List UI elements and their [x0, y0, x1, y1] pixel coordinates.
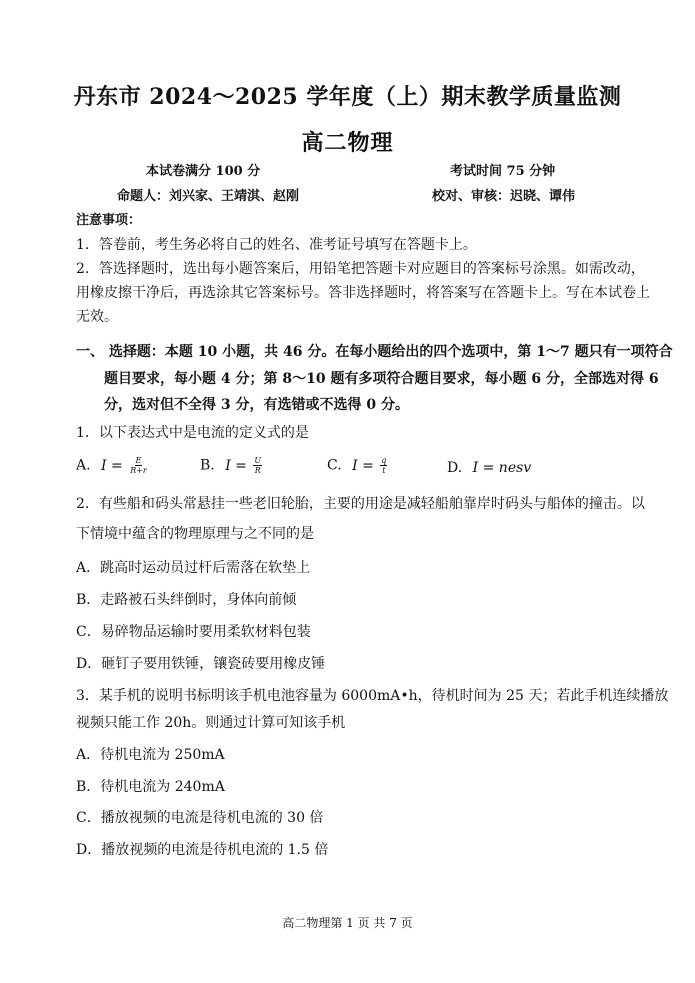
q1-option-a	[76, 456, 150, 475]
option-label: C.	[327, 457, 342, 474]
q2-option-a: A．跳高时运动员过杆后需落在软垫上	[76, 560, 311, 576]
notice-item-1: 1．答卷前，考生务必将自己的姓名、准考证号填写在答题卡上。	[76, 237, 477, 253]
numerator: U	[254, 456, 262, 465]
page-footer: 高二物理第 1 页 共 7 页	[282, 916, 413, 930]
q2-option-d: D．砸钉子要用铁锤，镶瓷砖要用橡皮锤	[76, 656, 326, 672]
fraction	[380, 456, 387, 475]
formula: I = nesv	[472, 460, 532, 476]
notice-heading: 注意事项：	[76, 213, 142, 228]
denominator: R	[254, 466, 261, 475]
formula-lhs: I =	[101, 457, 123, 474]
numerator: E	[135, 456, 142, 465]
denominator: R+r	[130, 466, 147, 475]
exam-time: 考试时间 75 分钟	[450, 164, 556, 179]
q2-stem-line-2: 下情境中蕴含的物理原理与之不同的是	[76, 526, 314, 542]
q1-option-c	[327, 456, 389, 475]
subject-title: 高二物理	[301, 130, 394, 156]
exam-title: 丹东市 2024～2025 学年度（上）期末教学质量监测	[73, 84, 622, 110]
formula-lhs: I =	[225, 457, 247, 474]
section-1-line-2: 题目要求，每小题 4 分；第 8～10 题有多项符合题目要求，每小题 6 分，全部选对得 6	[104, 371, 659, 387]
q3-option-b: B．待机电流为 240mA	[76, 779, 225, 795]
reviewers: 校对、审核：迟晓、谭伟	[432, 189, 576, 204]
full-score: 本试卷满分 100 分	[146, 164, 261, 179]
q3-option-c: C．播放视频的电流是待机电流的 30 倍	[76, 810, 324, 826]
fraction	[253, 456, 262, 475]
notice-item-2-line-1: 2．答选择题时，选出每小题答案后，用铅笔把答题卡对应题目的答案标号涂黑。如需改动，	[76, 261, 645, 277]
q3-stem-line-1: 3．某手机的说明书标明该手机电池容量为 6000mA•h，待机时间为 25 天；若此手机连续播放	[76, 688, 669, 704]
q2-option-b: B．走路被石头绊倒时，身体向前倾	[76, 592, 297, 608]
formula-lhs: I =	[352, 457, 374, 474]
numerator: q	[381, 456, 387, 465]
q1-option-d	[447, 460, 531, 477]
option-label: B.	[200, 457, 215, 474]
section-1-line-1: 一、 选择题：本题 10 小题，共 46 分。在每小题给出的四个选项中，第 1～7 题只有一项符合	[76, 344, 673, 360]
fraction	[129, 456, 148, 475]
option-label: A.	[76, 457, 91, 474]
q3-option-a: A．待机电流为 250mA	[76, 747, 225, 763]
q2-stem-line-1: 2．有些船和码头常悬挂一些老旧轮胎，主要的用途是减轻船舶靠岸时码头与船体的撞击。以	[76, 496, 645, 512]
section-1-line-3: 分，选对但不全得 3 分，有选错或不选得 0 分。	[104, 397, 409, 413]
denominator: t	[382, 466, 386, 475]
authors: 命题人：刘兴家、王靖淇、赵刚	[117, 189, 300, 204]
q3-option-d: D．播放视频的电流是待机电流的 1.5 倍	[76, 842, 329, 858]
q1-option-b	[200, 456, 264, 475]
q3-stem-line-2: 视频只能工作 20h。则通过计算可知该手机	[76, 715, 346, 731]
q2-option-c: C．易碎物品运输时要用柔软材料包装	[76, 624, 311, 640]
q1-stem: 1．以下表达式中是电流的定义式的是	[76, 425, 309, 441]
notice-item-2-line-3: 无效。	[76, 309, 118, 325]
option-label: D.	[447, 460, 463, 476]
notice-item-2-line-2: 用橡皮擦干净后，再选涂其它答案标号。答非选择题时，将答案写在答题卡上。写在本试卷上	[76, 285, 650, 301]
